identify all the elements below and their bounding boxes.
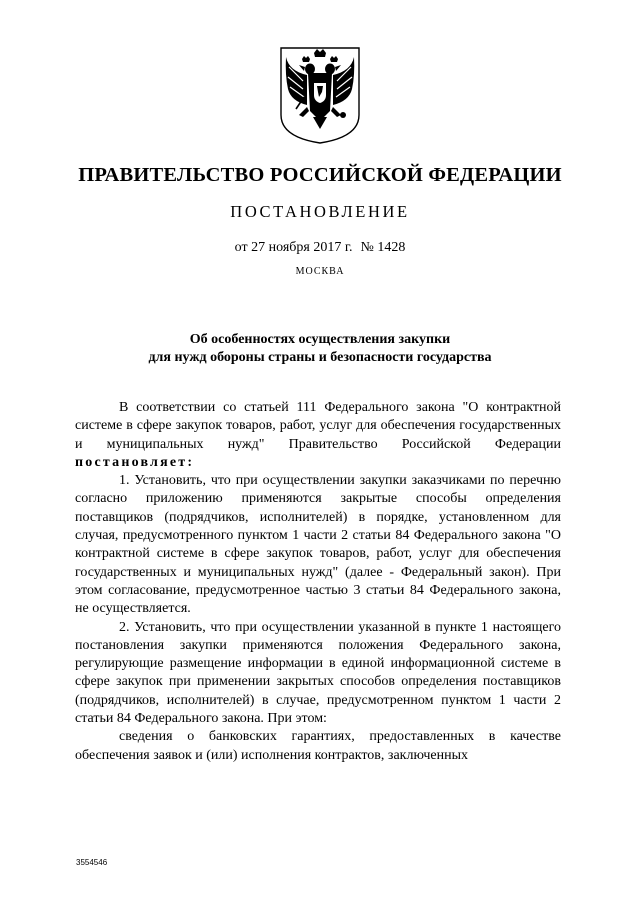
preamble-paragraph bbox=[75, 399, 561, 472]
russian-coat-of-arms-icon bbox=[277, 45, 363, 145]
item-2-paragraph: 2. Установить, что при осуществлении указанной в пункте 1 настоящего постановления закупки применяются положения Федерального закона, регулирующие размещение информации в единой информационной системе в сфере закупок при применении закрытых способов определения поставщиков (подрядчиков, исполнителей) в случае, предусмотренном пунктом 1 части 2 статьи 84 Федерального закона. При этом: bbox=[75, 619, 561, 727]
document-date: от 27 ноября 2017 г. bbox=[234, 240, 353, 255]
organization-title: ПРАВИТЕЛЬСТВО РОССИЙСКОЙ ФЕДЕРАЦИИ bbox=[78, 164, 562, 186]
item-1-paragraph: 1. Установить, что при осуществлении закупки заказчиками по перечню согласно приложению применяются закрытые способы определения поставщиков (подрядчиков, исполнителей) в порядке, установленном для случая, предусмотренного пунктом 1 части 2 статьи 84 Федерального закона "О контрактной системе в сфере закупок товаров, работ, услуг для обеспечения государственных и муниципальных нужд" (далее - Федеральный закон). При этом согласование, предусмотренное частью 3 статьи 84 Федерального закона, не осуществляется. bbox=[75, 473, 561, 617]
document-type: ПОСТАНОВЛЕНИЕ bbox=[230, 202, 410, 221]
document-body bbox=[75, 399, 561, 765]
document-number: № 1428 bbox=[360, 240, 406, 255]
item-2-sub-paragraph: сведения о банковских гарантиях, предоставленных в качестве обеспечения заявок и (или) исполнения контрактов, заключенных bbox=[75, 729, 561, 763]
document-code: 3554546 bbox=[76, 858, 108, 867]
document-subject bbox=[0, 331, 640, 367]
subject-line-2: для нужд обороны страны и безопасности государства bbox=[148, 350, 492, 365]
preamble-text: В соответствии со статьей 111 Федерального закона "О контрактной системе в сфере закупок товаров, работ, услуг для обеспечения государственных и муниципальных нужд" Правительство Российской Федерации bbox=[75, 400, 561, 452]
decree-word: постановляет: bbox=[75, 454, 195, 470]
subject-line-1: Об особенностях осуществления закупки bbox=[189, 332, 451, 347]
city: МОСКВА bbox=[295, 266, 345, 277]
date-number-line bbox=[0, 240, 640, 256]
